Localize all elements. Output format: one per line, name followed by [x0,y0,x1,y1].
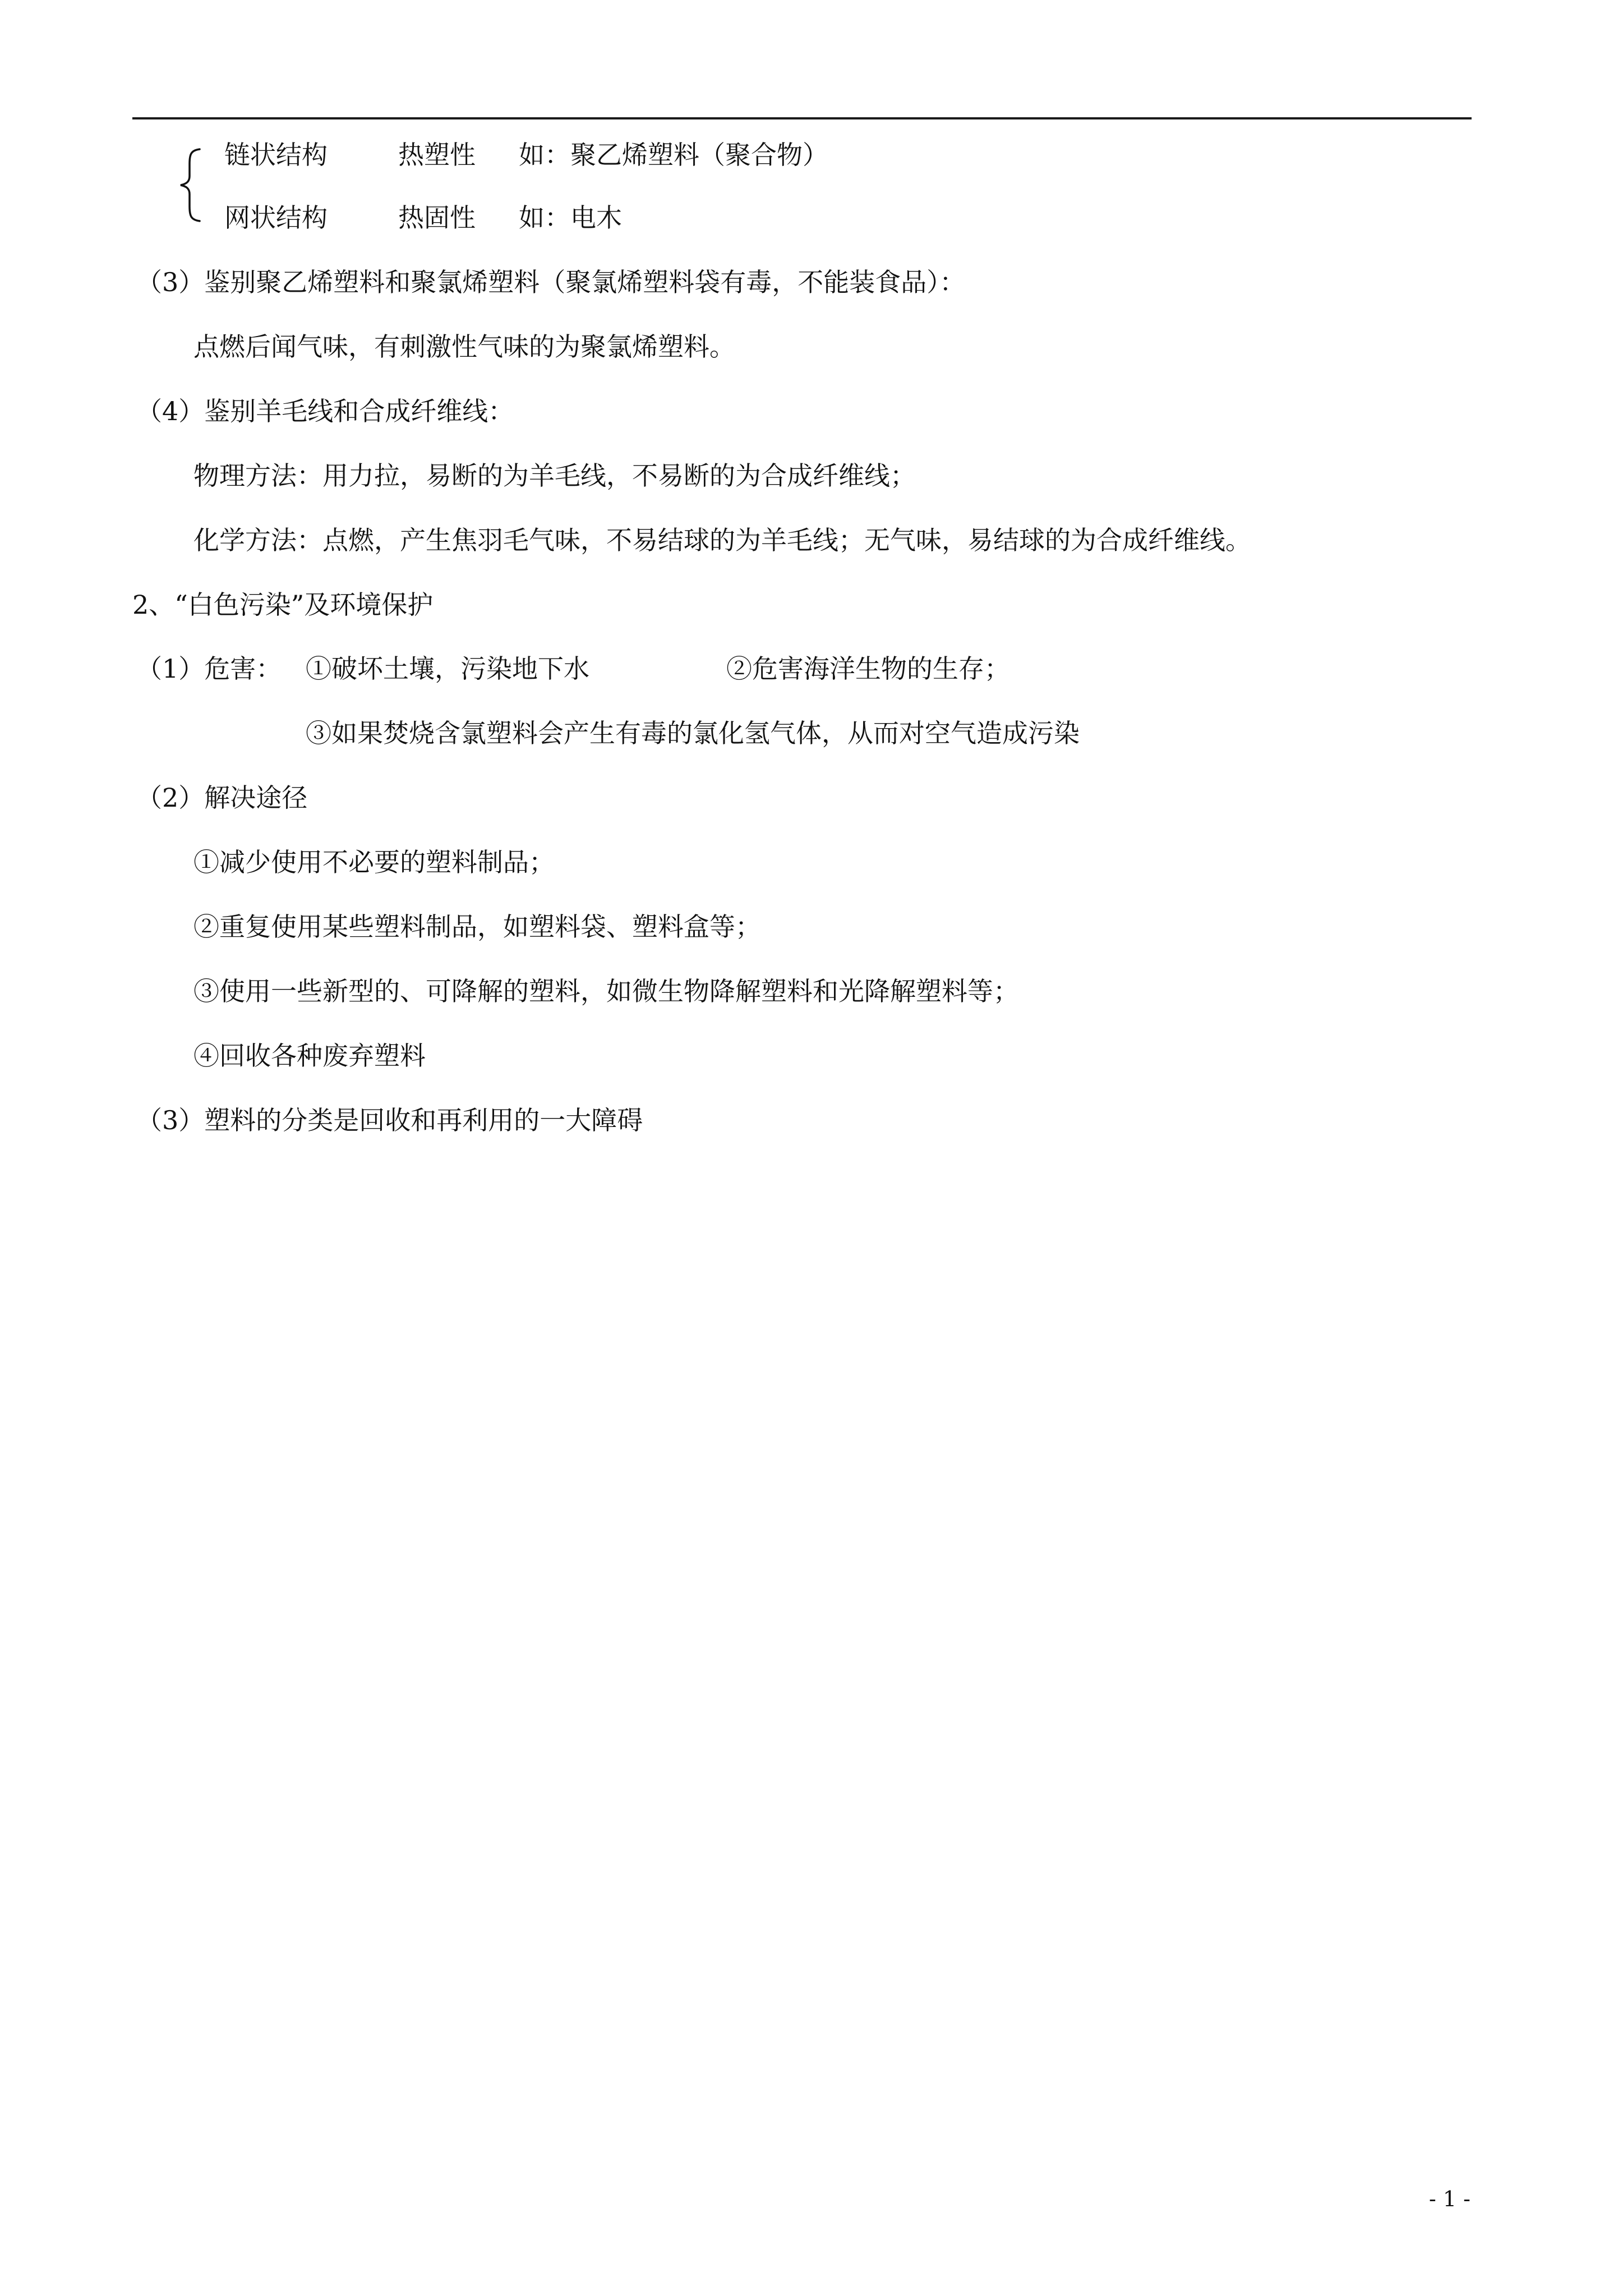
solution-item: ①减少使用不必要的塑料制品； [193,847,555,877]
chain-structure-name: 链状结构 [224,140,328,170]
page-number: - 1 - [1428,2187,1470,2211]
identify-pvc-method: 点燃后闻气味，有刺激性气味的为聚氯烯塑料。 [193,332,735,362]
classification-note: （3）塑料的分类是回收和再利用的一大障碍 [136,1105,643,1135]
identify-wool-physical: 物理方法：用力拉，易断的为羊毛线，不易断的为合成纤维线； [193,461,916,491]
network-structure-example: 如：电木 [519,203,622,233]
network-structure-name: 网状结构 [224,203,328,233]
chain-structure-property: 热塑性 [398,140,476,170]
section-title: 2、“白色污染”及环境保护 [132,590,434,620]
identify-wool-heading: （4）鉴别羊毛线和合成纤维线： [136,396,514,426]
network-structure-property: 热固性 [398,203,476,233]
identify-wool-chemical: 化学方法：点燃，产生焦羽毛气味，不易结球的为羊毛线；无气味，易结球的为合成纤维线。 [193,525,1251,555]
solution-item: ③使用一些新型的、可降解的塑料，如微生物降解塑料和光降解塑料等； [193,976,1019,1006]
harm-item-1: ①破坏土壤，污染地下水 [306,654,589,684]
header-rule [132,117,1472,119]
solution-item: ④回收各种废弃塑料 [193,1041,426,1071]
identify-pvc-heading: （3）鉴别聚乙烯塑料和聚氯烯塑料（聚氯烯塑料袋有毒，不能装食品）： [136,267,966,297]
chain-structure-example: 如：聚乙烯塑料（聚合物） [519,140,828,170]
solution-item: ②重复使用某些塑料制品，如塑料袋、塑料盒等； [193,912,761,942]
harm-item-2: ②危害海洋生物的生存； [726,654,1010,684]
harm-label: （1）危害： [136,654,282,684]
curly-brace [178,147,202,223]
harm-item-3: ③如果焚烧含氯塑料会产生有毒的氯化氢气体，从而对空气造成污染 [306,718,1080,748]
solutions-heading: （2）解决途径 [136,783,308,813]
